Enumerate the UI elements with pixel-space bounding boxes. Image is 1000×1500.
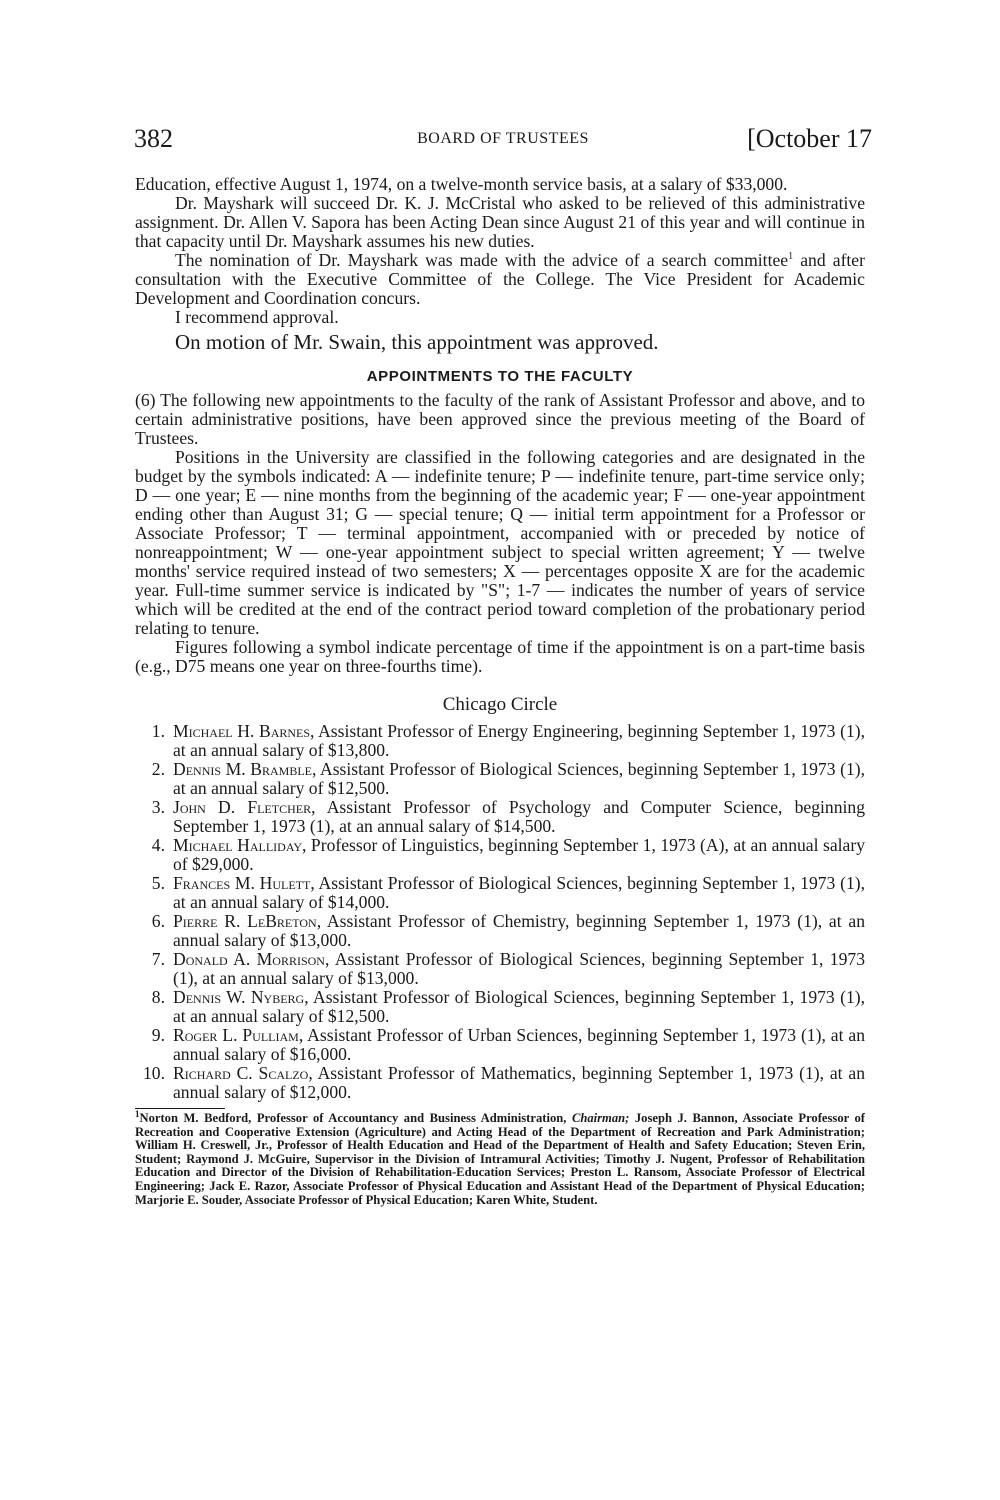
footnote-chairman: Chairman; xyxy=(571,1111,630,1125)
appointment-details: , Assistant Professor of Mathematics, beginning September 1, 1973 (1), at an annual salary of $12,000. xyxy=(173,1063,866,1102)
item-number: 5. xyxy=(151,873,165,893)
item-number: 10. xyxy=(143,1063,165,1083)
appointee-name: Donald A. Morrison xyxy=(173,949,325,969)
list-item xyxy=(135,912,865,950)
page-number: 382 xyxy=(134,124,173,153)
item-number: 1. xyxy=(151,721,165,741)
item-number: 6. xyxy=(151,911,165,931)
appointment-details: , Professor of Linguistics, beginning September 1, 1973 (A), at an annual salary of $29,000. xyxy=(173,835,865,874)
running-title: BOARD OF TRUSTEES xyxy=(417,130,589,147)
intro-p3-text: The nomination of Dr. Mayshark was made with the advice of a search committee xyxy=(175,250,789,270)
item-number: 8. xyxy=(151,987,165,1007)
footnote-text-continued: Joseph J. Bannon, Associate Professor of Recreation and Cooperative Extension (Agriculture) and Acting Head of the Department of Recreation and Park Administration; William H. Creswell, Jr., Professor of Health Education and Head of the Department of Health and Safety Education; Steven Erin, Student; Raymond J. McGuire, Supervisor in the Division of Intramural Activities; Timothy J. Nugent, Professor of Rehabilitation Education and Director of the Division of Rehabilitation-Education Services; Preston L. Ransom, Associate Professor of Electrical Engineering; Jack E. Razor, Associate Professor of Physical Education and Assistant Head of the Department of Physical Education; Marjorie E. Souder, Associate Professor of Physical Education; Karen White, Student. xyxy=(135,1111,865,1207)
appointee-name: Pierre R. LeBreton xyxy=(173,911,317,931)
footnote-text: Norton M. Bedford, Professor of Accountancy and Business Administration, xyxy=(139,1111,572,1125)
item-number: 7. xyxy=(151,949,165,969)
footnote-reference: 1 xyxy=(788,251,794,263)
appointee-name: Roger L. Pulliam xyxy=(173,1025,299,1045)
section-paragraph-3: Figures following a symbol indicate percentage of time if the appointment is on a part-time basis (e.g., D75 means one year on three-fourths time). xyxy=(135,637,865,676)
item-number: 4. xyxy=(151,835,165,855)
appointee-name: Michael Halliday xyxy=(173,835,303,855)
item-number: 2. xyxy=(151,759,165,779)
intro-paragraph-3 xyxy=(135,251,865,308)
list-item xyxy=(135,722,865,760)
appointee-name: Frances M. Hulett xyxy=(173,873,311,893)
appointment-details: , Assistant Professor of Biological Sciences, beginning September 1, 1973 (1), at an annual salary of $14,000. xyxy=(173,873,865,912)
motion-statement: On motion of Mr. Swain, this appointment was approved. xyxy=(175,330,659,354)
appointments-list xyxy=(135,722,865,1102)
footnote-marker: 1 xyxy=(135,1108,140,1119)
section-title: APPOINTMENTS TO THE FACULTY xyxy=(366,368,634,385)
recommendation: I recommend approval. xyxy=(175,307,339,327)
intro-paragraph-2: Dr. Mayshark will succeed Dr. K. J. McCristal who asked to be relieved of this administrative assignment. Dr. Allen V. Sapora has been Acting Dean since August 21 of this year and will continue in that capacity until Dr. Mayshark assumes his new duties. xyxy=(135,193,865,251)
list-item xyxy=(135,874,865,912)
appointment-details: , Assistant Professor of Biological Sciences, beginning September 1, 1973 (1), at an annual salary of $12,500. xyxy=(173,987,865,1026)
item-number: 9. xyxy=(151,1025,165,1045)
list-item xyxy=(135,950,865,988)
section-paragraph-1: (6) The following new appointments to the faculty of the rank of Assistant Professor and above, and to certain administrative positions, have been approved since the previous meeting of the Board of Trustees. xyxy=(135,390,865,448)
appointment-details: , Assistant Professor of Energy Engineering, beginning September 1, 1973 (1), at an annual salary of $13,800. xyxy=(173,721,865,760)
appointee-name: Dennis W. Nyberg xyxy=(173,987,305,1007)
list-item xyxy=(135,836,865,874)
appointment-details: , Assistant Professor of Biological Sciences, beginning September 1, 1973 (1), at an annual salary of $13,000. xyxy=(173,949,865,988)
appointee-name: John D. Fletcher xyxy=(173,797,312,817)
footnote-divider xyxy=(135,1108,225,1109)
list-item xyxy=(135,988,865,1026)
appointment-details: , Assistant Professor of Chemistry, beginning September 1, 1973 (1), at an annual salary of $13,000. xyxy=(173,911,865,950)
footnote xyxy=(135,1108,865,1207)
appointee-name: Dennis M. Bramble xyxy=(173,759,312,779)
list-item xyxy=(135,760,865,798)
intro-p3-text-continued: and after consultation with the Executive Committee of the College. The Vice President for Academic Development and Coordination concurs. xyxy=(135,250,865,308)
page-header xyxy=(134,124,872,154)
item-number: 3. xyxy=(151,797,165,817)
campus-heading: Chicago Circle xyxy=(442,694,558,715)
appointment-details: , Assistant Professor of Urban Sciences, beginning September 1, 1973 (1), at an annual salary of $16,000. xyxy=(173,1025,865,1064)
section-paragraph-2: Positions in the University are classified in the following categories and are designated in the budget by the symbols indicated: A — indefinite tenure; P — indefinite tenure, part-time service only; D — one year; E — nine months from the beginning of the academic year; F — one-year appointment ending other than August 31; G — special tenure; Q — initial term appointment for a Professor or Associate Professor; T — terminal appointment, accompanied with or preceded by notice of nonreappointment; W — one-year appointment subject to special written agreement; Y — twelve months' service required instead of two semesters; X — percentages opposite X are for the academic year. Full-time summer service is indicated by "S"; 1-7 — indicates the number of years of service which will be credited at the end of the contract period toward completion of the probationary period relating to tenure. xyxy=(135,447,865,638)
appointee-name: Michael H. Barnes xyxy=(173,721,311,741)
list-item xyxy=(135,1064,865,1102)
appointee-name: Richard C. Scalzo xyxy=(173,1063,309,1083)
page-body xyxy=(135,175,865,1207)
list-item xyxy=(135,1026,865,1064)
appointment-details: , Assistant Professor of Psychology and Computer Science, beginning September 1, 1973 (1), at an annual salary of $14,500. xyxy=(173,797,866,836)
intro-paragraph-1: Education, effective August 1, 1974, on a twelve-month service basis, at a salary of $33,000. xyxy=(135,174,788,194)
header-date: [October 17 xyxy=(747,124,872,153)
appointment-details: , Assistant Professor of Biological Sciences, beginning September 1, 1973 (1), at an annual salary of $12,500. xyxy=(173,759,865,798)
list-item xyxy=(135,798,865,836)
